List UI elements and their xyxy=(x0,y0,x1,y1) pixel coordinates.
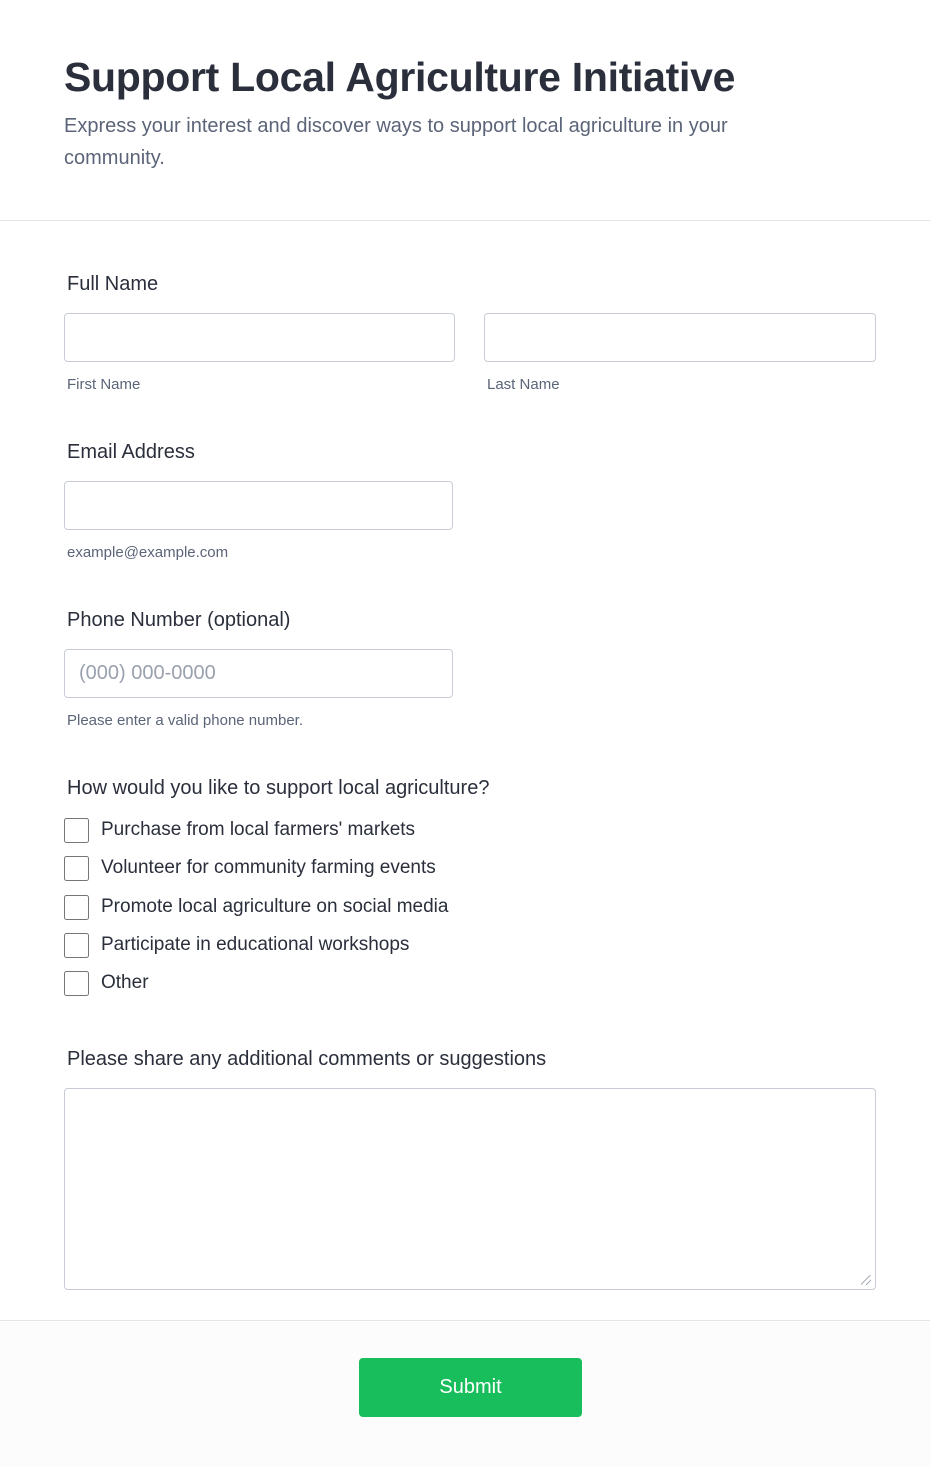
form-body xyxy=(0,221,930,1321)
support-option[interactable] xyxy=(64,894,448,920)
last-name-input[interactable] xyxy=(484,313,876,362)
support-option-label: Participate in educational workshops xyxy=(101,934,410,955)
form-footer xyxy=(0,1320,930,1467)
form-header xyxy=(0,0,930,221)
resize-grip-icon[interactable] xyxy=(861,1275,871,1285)
support-option[interactable] xyxy=(64,970,149,996)
support-option-checkbox[interactable] xyxy=(64,895,89,920)
email-sublabel: example@example.com xyxy=(67,544,229,561)
support-option-checkbox[interactable] xyxy=(64,971,89,996)
email-label: Email Address xyxy=(67,441,195,463)
email-input[interactable] xyxy=(64,481,453,530)
support-option-checkbox[interactable] xyxy=(64,856,89,881)
full-name-label: Full Name xyxy=(67,273,159,295)
support-option-label: Purchase from local farmers' markets xyxy=(101,819,416,840)
phone-sublabel: Please enter a valid phone number. xyxy=(67,712,303,729)
support-option[interactable] xyxy=(64,932,409,958)
support-option-label: Promote local agriculture on social media xyxy=(101,896,449,917)
phone-input[interactable] xyxy=(64,649,453,698)
page-subtitle: Express your interest and discover ways to support local agriculture in your community. xyxy=(64,115,728,169)
support-label: How would you like to support local agriculture? xyxy=(67,777,490,799)
support-option[interactable] xyxy=(64,855,436,881)
support-option-checkbox[interactable] xyxy=(64,818,89,843)
first-name-input[interactable] xyxy=(64,313,455,362)
support-option-label: Other xyxy=(101,972,149,993)
support-option-label: Volunteer for community farming events xyxy=(101,857,436,878)
first-name-sublabel: First Name xyxy=(67,376,141,393)
comments-label: Please share any additional comments or suggestions xyxy=(67,1048,547,1070)
support-option-checkbox[interactable] xyxy=(64,933,89,958)
comments-textarea[interactable] xyxy=(64,1088,876,1290)
page-title: Support Local Agriculture Initiative xyxy=(64,54,736,100)
submit-button[interactable]: Submit xyxy=(359,1358,582,1417)
last-name-sublabel: Last Name xyxy=(487,376,560,393)
support-option[interactable] xyxy=(64,817,415,843)
phone-label: Phone Number (optional) xyxy=(67,609,291,631)
